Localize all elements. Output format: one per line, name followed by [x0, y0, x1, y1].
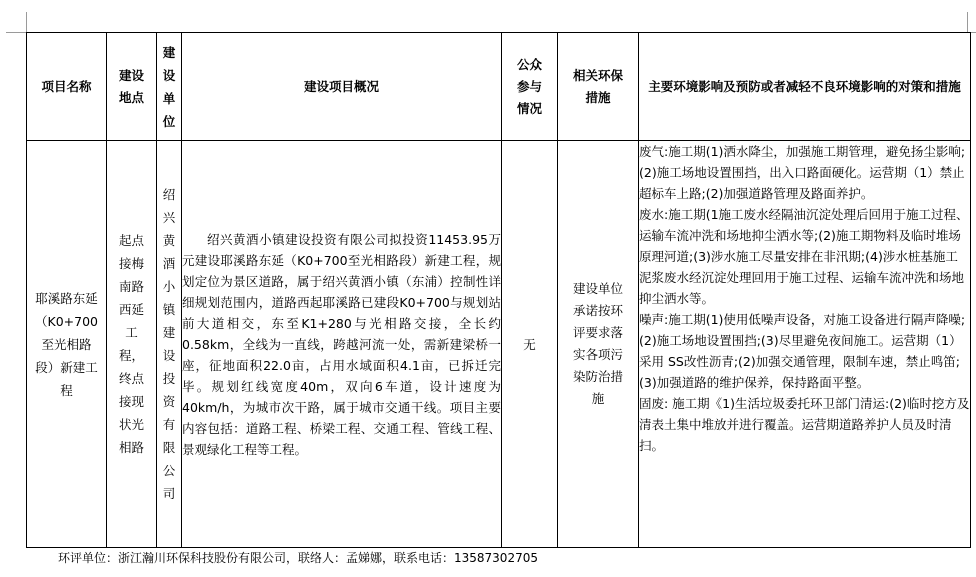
cell-overview: [182, 141, 502, 548]
cell-measures: [639, 141, 971, 548]
header-env: 相关环保措施: [558, 33, 639, 141]
header-public: 公众参与情况: [502, 33, 558, 141]
measure-noise: 噪声:施工期(1)使用低噪声设备，对施工设备进行隔声降噪;(2)施工场地设置围挡;(3)尽里避免夜间施工。运营期（1）采用 SS改性沥青;(2)加强交通管理，限制车速，禁止鸣笛;(3)加强道路的维护保养，保持路面平整。: [639, 312, 966, 390]
cell-env: 建设单位承诺按环评要求落实各项污染防治措施: [558, 141, 639, 548]
header-overview: 建设项目概况: [182, 33, 502, 141]
header-location: 建设地点: [107, 33, 157, 141]
header-unit: 建设单位: [157, 33, 182, 141]
cell-project-name: 耶溪路东延（K0+700至光相路段）新建工程: [27, 141, 107, 548]
cell-public: 无: [502, 141, 558, 548]
measure-air: 废气:施工期(1)洒水降尘，加强施工期管理，避免扬尘影响;(2)施工场地设置围挡，出入口路面硬化。运营期（1）禁止超标车上路;(2)加强道路管理及路面养护。: [639, 144, 966, 201]
crop-mark-right: [967, 12, 976, 33]
measure-solid-waste: 固废: 施工期《1)生活垃圾委托环卫部门清运:(2)临时挖方及清表土集中堆放并进行覆盖。运营期道路养护人员及时清扫。: [639, 396, 970, 453]
header-project-name: 项目名称: [27, 33, 107, 141]
cell-unit: 绍兴黄酒小镇建设投资有限公司: [157, 141, 182, 548]
cell-location: 起点接梅南路西延工程，终点接现状光相路: [107, 141, 157, 548]
project-table: [26, 32, 971, 548]
header-measures: 主要环境影响及预防或者减轻不良环境影响的对策和措施: [639, 33, 971, 141]
header-row: [27, 33, 971, 141]
measure-water: 废水:施工期(1施工废水经隔油沉淀处理后回用于施工过程、运输车流冲洗和场地抑尘洒水等;(2)施工期物料及临时堆场原理河道;(3)涉水施工尽量安排在非汛期;(4)涉水桩基施工泥浆废水经沉淀处理回用于施工过程、运输车流冲洗和场地抑尘洒水等。: [639, 207, 969, 306]
footer-contact: 环评单位：浙江瀚川环保科技股份有限公司，联络人：孟娣娜，联系电话：13587302705: [58, 551, 538, 565]
crop-mark-left: [6, 12, 27, 33]
table-row: [27, 141, 971, 548]
overview-text: 绍兴黄酒小镇建设投资有限公司拟投资11453.95万元建设耶溪路东延（K0+700至光相路段）新建工程，规划定位为景区道路，属于绍兴黄酒小镇（东浦）控制性详细规划范围内，道路西起耶溪路已建段K0+700与规划站前大道相交，东至K1+280与光相路交接，全长约0.58km，全线为一直线，跨越河流一处，需新建梁桥一座，征地面积22.0亩，占用水域面积4.1亩，已拆迁完毕。规划红线宽度40m，双向6车道，设计速度为40km/h，为城市次干路，属于城市交通干线。项目主要内容包括：道路工程、桥梁工程、交通工程、管线工程、景观绿化工程等工程。: [182, 231, 501, 457]
